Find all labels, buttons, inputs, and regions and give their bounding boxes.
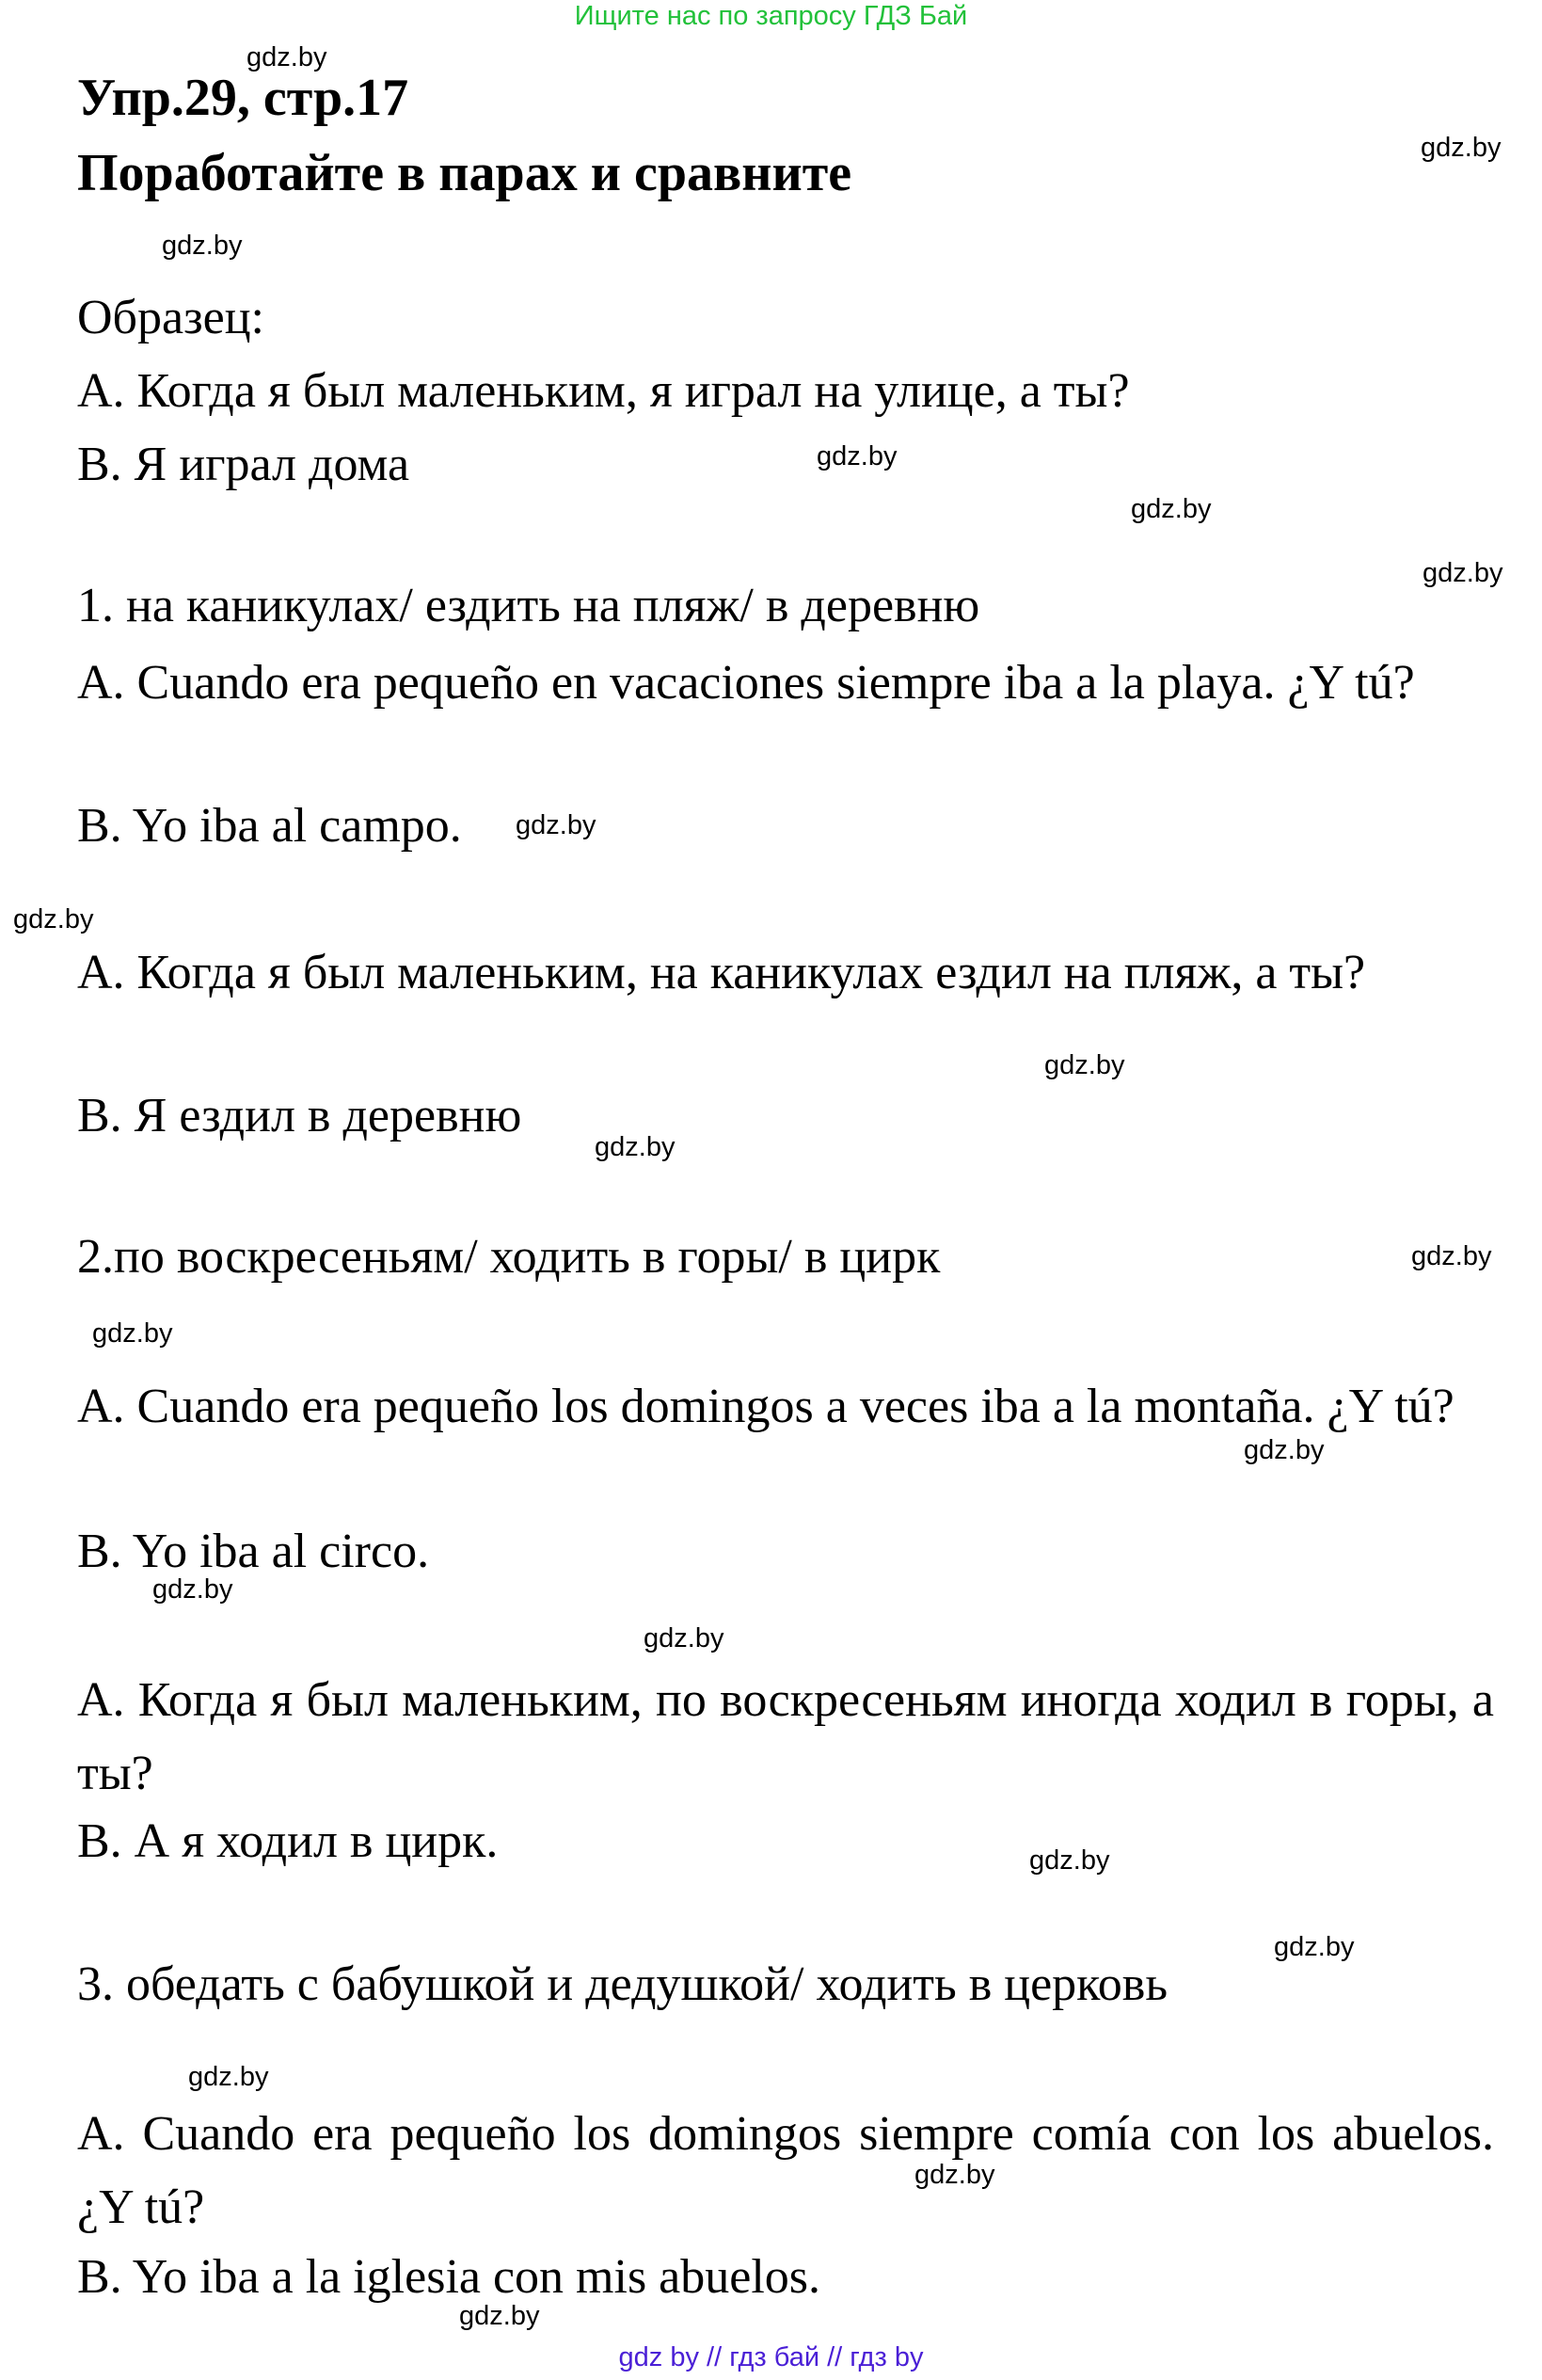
item-1-russian-a: А. Когда я был маленьким, на каникулах ездил на пляж, а ты?: [77, 946, 1366, 999]
watermark: gdz.by: [914, 2160, 995, 2190]
item-2-russian-a: А. Когда я был маленьким, по воскресеньям иногда ходил в горы, а ты?: [77, 1673, 1494, 1800]
item-1-russian-b: В. Я ездил в деревню: [77, 1089, 522, 1142]
item-2-spanish-a: A. Cuando era pequeño los domingos a veces iba a la montaña. ¿Y tú?: [77, 1380, 1455, 1433]
item-1-spanish-a: A. Cuando era pequeño en vacaciones siempre iba a la playa. ¿Y tú?: [77, 656, 1415, 710]
watermark: gdz.by: [459, 2301, 540, 2331]
item-1-prompt: 1. на каникулах/ ездить на пляж/ в деревню: [77, 579, 980, 632]
watermark: gdz.by: [92, 1318, 173, 1349]
exercise-title: Упр.29, стр.17: [77, 69, 409, 127]
item-2-russian-b: В. А я ходил в цирк.: [77, 1814, 499, 1868]
watermark: gdz.by: [1029, 1845, 1110, 1876]
watermark: gdz.by: [1411, 1241, 1492, 1271]
watermark: gdz.by: [162, 231, 243, 261]
watermark: gdz.by: [817, 441, 898, 471]
sample-line-a: А. Когда я был маленьким, я играл на улице, а ты?: [77, 364, 1130, 418]
watermark: gdz.by: [1044, 1050, 1125, 1080]
footer-links: gdz by // гдз бай // гдз by: [618, 2342, 924, 2372]
item-3-prompt: 3. обедать с бабушкой и дедушкой/ ходить в церковь: [77, 1957, 1168, 2011]
item-3-spanish-a: A. Cuando era pequeño los domingos siempre comía con los abuelos. ¿Y tú?: [77, 2107, 1494, 2234]
item-3-spanish-b: B. Yo iba a la iglesia con mis abuelos.: [77, 2250, 821, 2304]
watermark: gdz.by: [1244, 1435, 1325, 1465]
sample-line-b: В. Я играл дома: [77, 438, 410, 491]
watermark: gdz.by: [1421, 133, 1502, 163]
item-2-spanish-b: B. Yo iba al circo.: [77, 1525, 430, 1578]
item-2-prompt: 2.по воскресеньям/ ходить в горы/ в цирк: [77, 1230, 941, 1284]
watermark: gdz.by: [1274, 1932, 1355, 1962]
watermark: gdz.by: [13, 904, 94, 934]
watermark: gdz.by: [644, 1623, 724, 1653]
watermark: gdz.by: [516, 810, 596, 840]
watermark: gdz.by: [152, 1574, 233, 1605]
watermark: gdz.by: [246, 42, 327, 72]
top-banner: Ищите нас по запросу ГДЗ Бай: [574, 1, 968, 31]
watermark: gdz.by: [1131, 494, 1212, 524]
watermark: gdz.by: [1423, 558, 1503, 588]
watermark: gdz.by: [595, 1132, 676, 1162]
watermark: gdz.by: [188, 2062, 269, 2092]
instruction-heading: Поработайте в парах и сравните: [77, 144, 852, 202]
item-1-spanish-b: B. Yo iba al campo.: [77, 799, 462, 853]
sample-label: Образец:: [77, 291, 264, 344]
